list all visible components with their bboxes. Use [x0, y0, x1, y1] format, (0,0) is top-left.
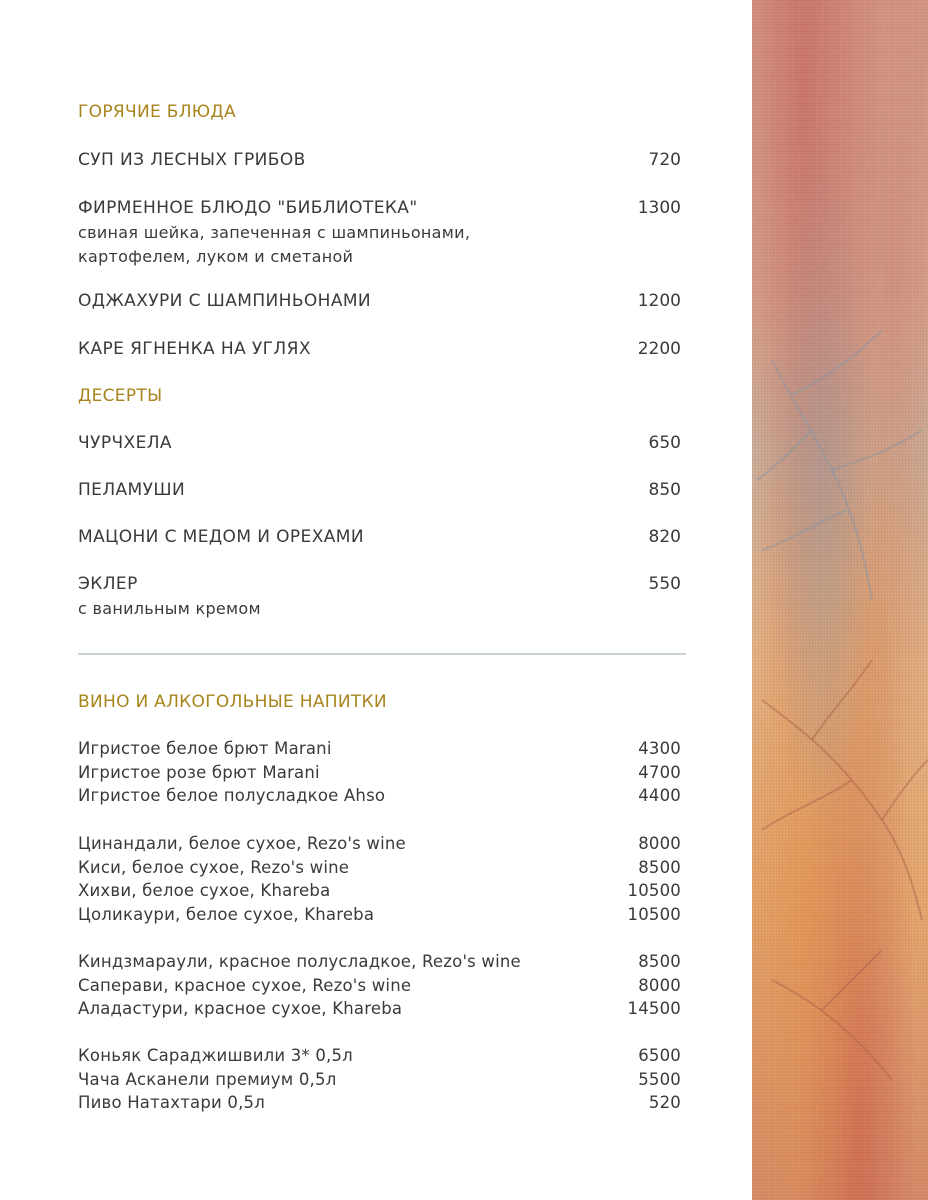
drink-row	[78, 739, 681, 763]
drink-row	[78, 952, 681, 976]
menu-item	[78, 527, 681, 547]
drink-price: 8500	[638, 857, 681, 877]
menu-item	[78, 291, 681, 311]
item-name: ПЕЛАМУШИ	[78, 480, 186, 500]
drinks-group-spirits	[78, 1046, 681, 1117]
item-price: 820	[648, 527, 681, 547]
drink-price: 8000	[638, 834, 681, 853]
item-name: ЧУРЧХЕЛА	[78, 433, 172, 453]
menu-item	[78, 433, 681, 453]
drinks-group-red	[78, 952, 681, 1023]
drink-name: Игристое белое брют Marani	[78, 739, 332, 758]
drink-name: Киндзмараули, красное полусладкое, Rezo's wine	[78, 952, 521, 971]
item-price: 2200	[637, 339, 681, 359]
item-name: КАРЕ ЯГНЕНКА НА УГЛЯХ	[78, 339, 311, 359]
drink-name: Коньяк Сараджишвили 3* 0,5л	[78, 1046, 353, 1065]
drink-price: 4400	[638, 786, 681, 806]
item-name: ФИРМЕННОЕ БЛЮДО "БИБЛИОТЕКА"	[78, 198, 418, 218]
item-description-line: с ванильным кремом	[78, 599, 261, 618]
drink-price: 4700	[638, 762, 681, 782]
drink-name: Аладастури, красное сухое, Khareba	[78, 999, 403, 1019]
drink-row	[78, 763, 681, 787]
item-price: 720	[648, 150, 681, 170]
drink-row	[78, 905, 681, 929]
branch-pattern-icon	[752, 0, 928, 1200]
drink-name: Хихви, белое сухое, Khareba	[78, 881, 331, 901]
menu-item	[78, 339, 681, 359]
item-name: СУП ИЗ ЛЕСНЫХ ГРИБОВ	[78, 150, 306, 170]
menu-item	[78, 574, 681, 621]
item-name: ОДЖАХУРИ С ШАМПИНЬОНАМИ	[78, 291, 372, 311]
drink-price: 6500	[638, 1046, 681, 1065]
item-name: ЭКЛЕР	[78, 574, 138, 594]
item-price: 850	[648, 480, 681, 500]
drink-row	[78, 976, 681, 1000]
item-name: МАЦОНИ С МЕДОМ И ОРЕХАМИ	[78, 527, 364, 547]
drink-price: 10500	[627, 881, 681, 901]
menu-item	[78, 198, 681, 269]
item-description-line: свиная шейка, запеченная с шампиньонами,	[78, 223, 471, 242]
item-description	[78, 597, 681, 621]
item-price: 1300	[637, 198, 681, 218]
drink-row	[78, 1093, 681, 1117]
item-description	[78, 221, 681, 269]
drink-row	[78, 1046, 681, 1070]
section-divider	[78, 653, 686, 655]
item-price: 1200	[637, 291, 681, 311]
drink-price: 14500	[627, 999, 681, 1019]
drinks-group-sparkling	[78, 739, 681, 810]
drinks-group-white	[78, 834, 681, 929]
section-title-hot-dishes: ГОРЯЧИЕ БЛЮДА	[78, 102, 236, 122]
drink-row	[78, 881, 681, 905]
drink-name: Игристое розе брют Marani	[78, 762, 320, 782]
menu-item	[78, 480, 681, 500]
drink-name: Цоликаури, белое сухое, Khareba	[78, 905, 375, 925]
drink-price: 8000	[638, 975, 681, 995]
decorative-fabric-panel	[752, 0, 928, 1200]
drink-price: 8500	[638, 952, 681, 971]
drink-row	[78, 1070, 681, 1094]
drink-row	[78, 999, 681, 1023]
drink-price: 5500	[638, 1069, 681, 1089]
drink-name: Пиво Натахтари 0,5л	[78, 1093, 265, 1113]
drink-name: Саперави, красное сухое, Rezo's wine	[78, 975, 412, 995]
drink-row	[78, 786, 681, 810]
drink-price: 520	[648, 1093, 681, 1113]
drink-name: Киси, белое сухое, Rezo's wine	[78, 857, 350, 877]
item-price: 550	[648, 574, 681, 594]
drink-price: 4300	[638, 739, 681, 758]
item-price: 650	[648, 433, 681, 453]
menu-item	[78, 150, 681, 170]
drink-name: Игристое белое полусладкое Ahso	[78, 786, 386, 806]
drink-name: Цинандали, белое сухое, Rezo's wine	[78, 834, 406, 853]
section-title-drinks: ВИНО И АЛКОГОЛЬНЫЕ НАПИТКИ	[78, 692, 387, 712]
item-description-line: картофелем, луком и сметаной	[78, 247, 354, 266]
drink-price: 10500	[627, 905, 681, 925]
section-title-desserts: ДЕСЕРТЫ	[78, 386, 163, 406]
drink-name: Чача Асканели премиум 0,5л	[78, 1069, 337, 1089]
drink-row	[78, 858, 681, 882]
drink-row	[78, 834, 681, 858]
